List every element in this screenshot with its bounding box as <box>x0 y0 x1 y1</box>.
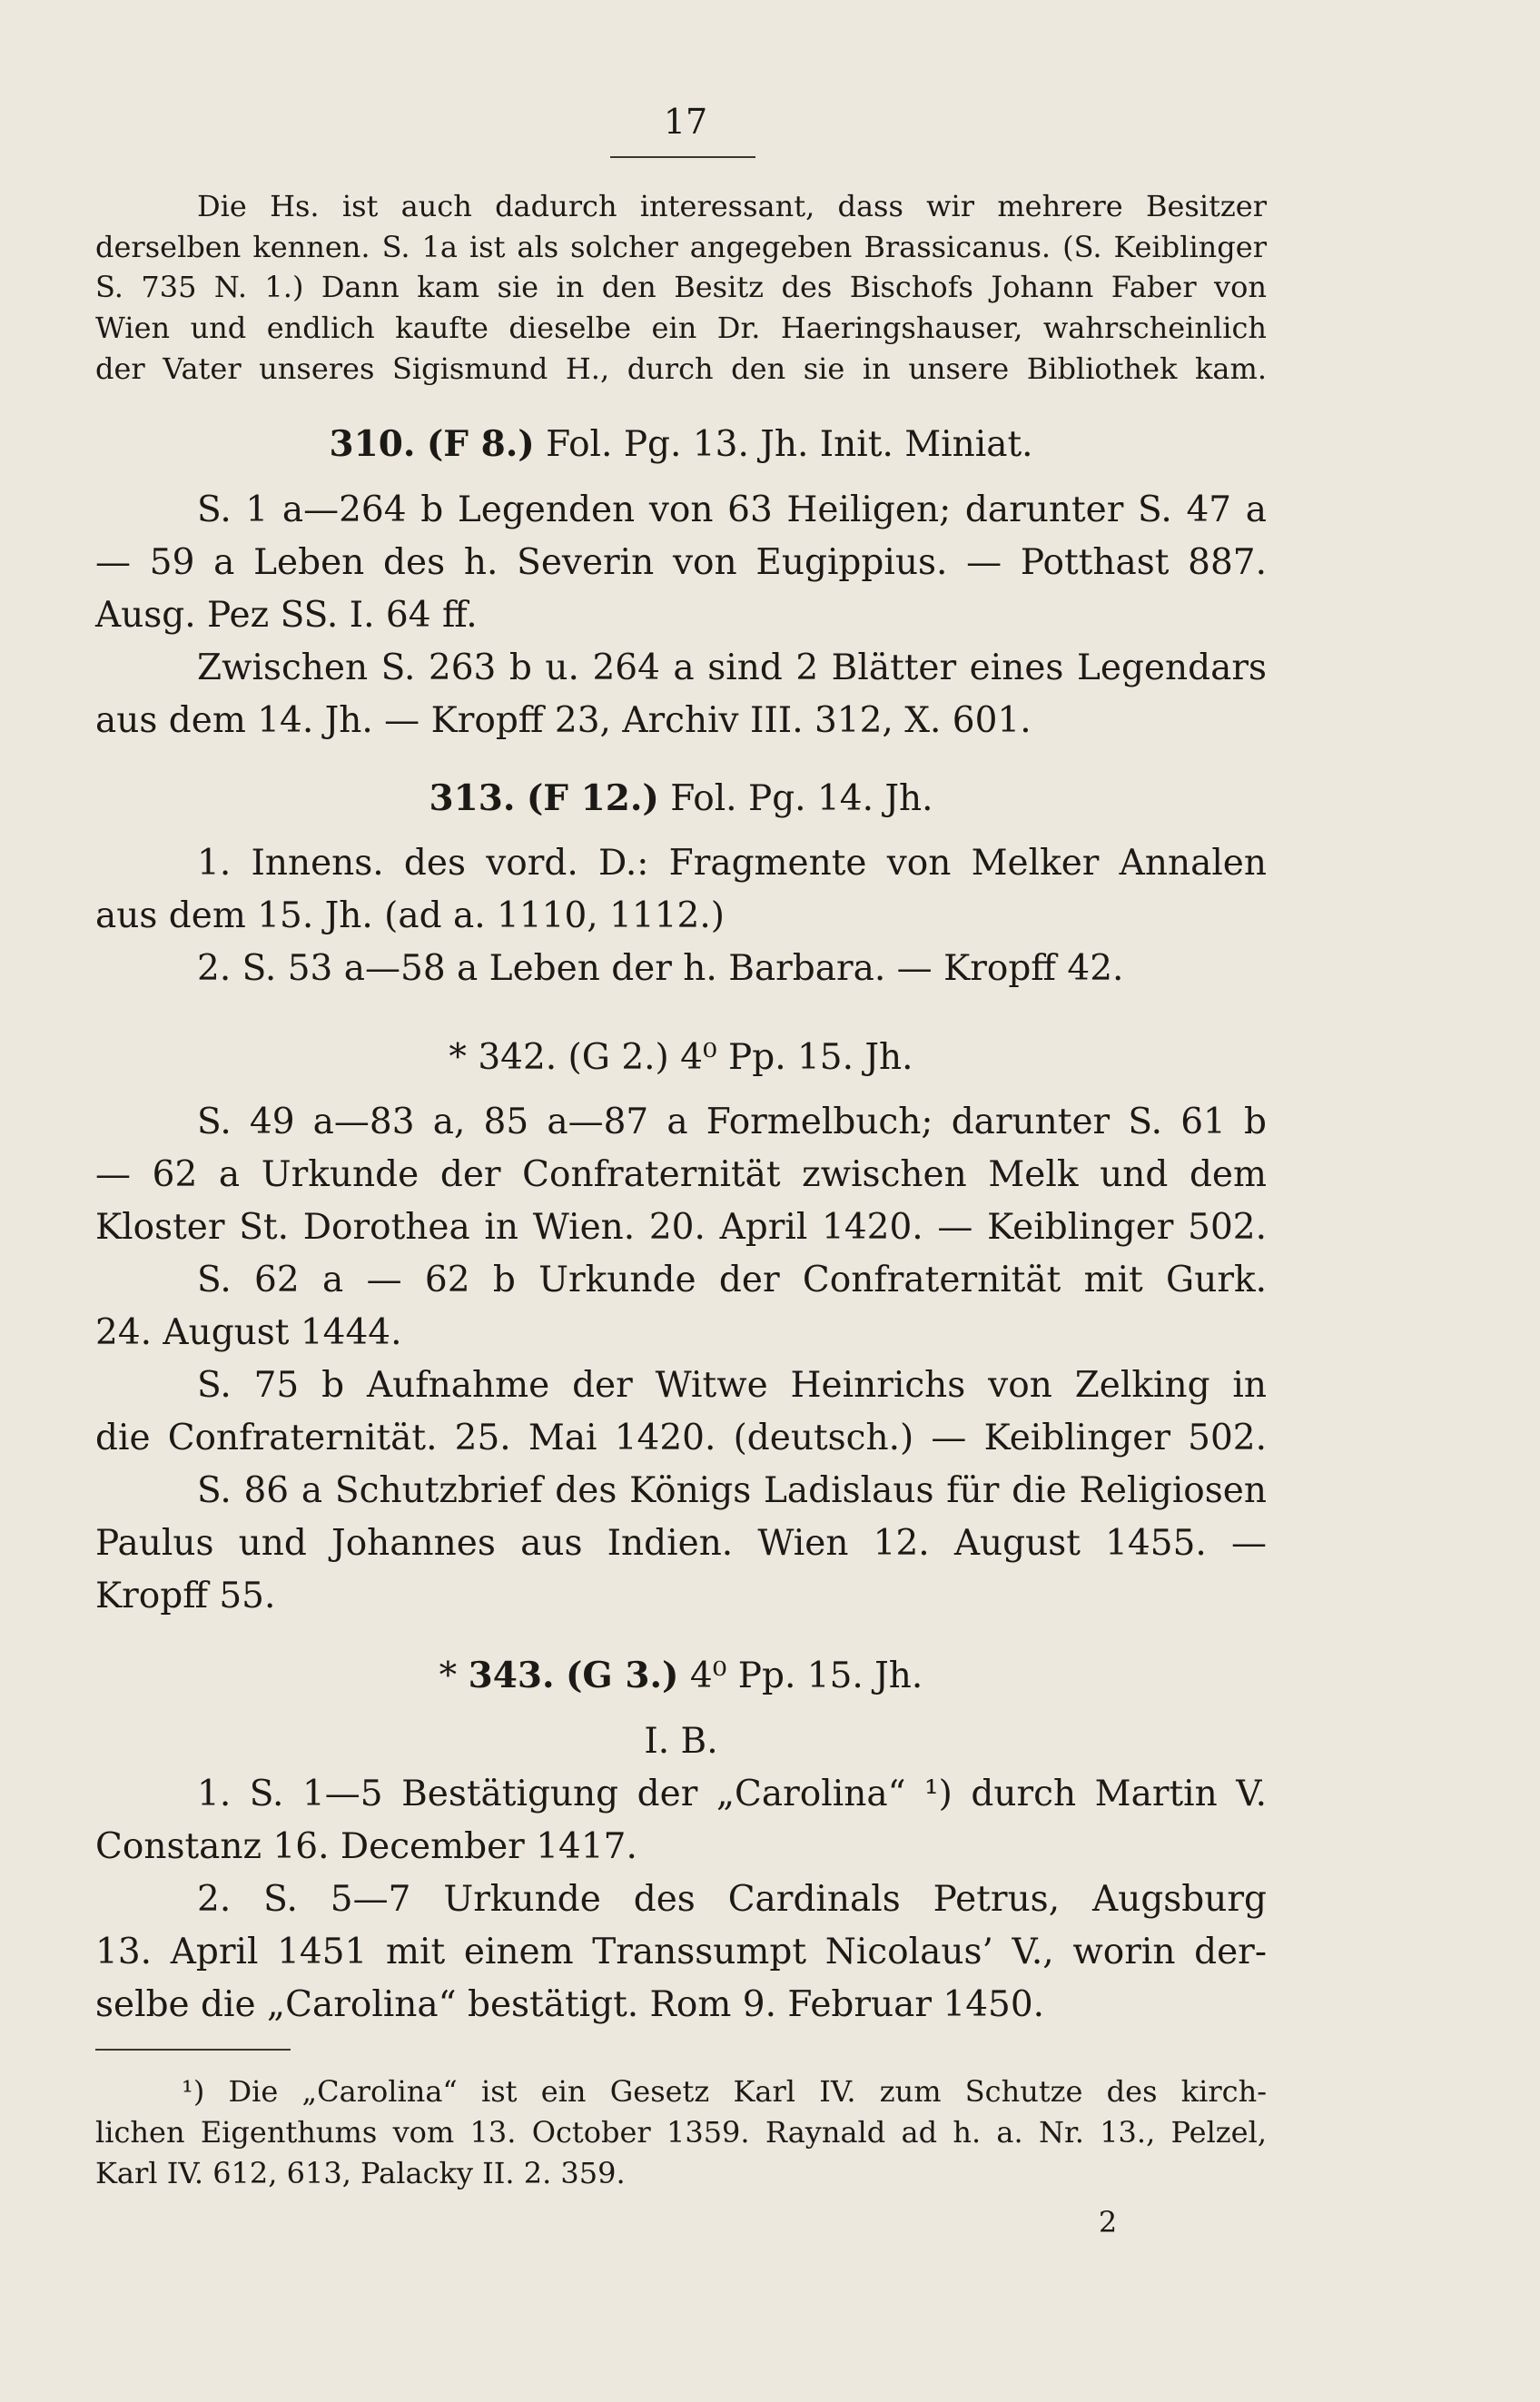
entry-342-line-2: — 62 a Urkunde der Confraternität zwischen Melk und dem <box>95 1154 1267 1195</box>
entry-310-shelfmark: (F 8.) <box>426 423 535 465</box>
entry-313-heading <box>95 777 1267 819</box>
intro-line-4: Wien und endlich kaufte dieselbe ein Dr. Haeringshauser, wahrscheinlich <box>95 311 1267 345</box>
entry-342-line-6: S. 75 b Aufnahme der Witwe Heinrichs von Zelking in <box>197 1365 1267 1406</box>
entry-343-line-4: 13. April 1451 mit einem Transsumpt Nicolaus’ V., worin der- <box>95 1932 1267 1972</box>
entry-310-line-5: aus dem 14. Jh. — Kropff 23, Archiv III. 312, X. 601. <box>95 700 1032 741</box>
intro-line-5: der Vater unseres Sigismund H., durch den sie in unsere Bibliothek kam. <box>95 351 1267 386</box>
entry-310-number: 310. <box>329 423 416 465</box>
entry-343-star: * <box>439 1656 458 1696</box>
intro-line-1: Die Hs. ist auch dadurch interessant, dass wir mehrere Besitzer <box>197 189 1267 223</box>
entry-310-line-1: S. 1 a—264 b Legenden von 63 Heiligen; darunter S. 47 a <box>197 489 1267 530</box>
entry-342-line-9: Paulus und Johannes aus Indien. Wien 12. August 1455. — <box>95 1523 1267 1564</box>
entry-313-description: Fol. Pg. 14. Jh. <box>670 778 933 819</box>
entry-313-number: 313. <box>429 777 516 819</box>
entry-342-line-5: 24. August 1444. <box>95 1312 402 1353</box>
entry-342-heading: * 342. (G 2.) 4⁰ Pp. 15. Jh. <box>449 1037 913 1078</box>
page-number: 17 <box>663 102 708 142</box>
entry-343-number: 343. <box>468 1655 555 1696</box>
page-number-rule <box>610 156 755 158</box>
entry-313-line-1: 1. Innens. des vord. D.: Fragmente von Melker Annalen <box>197 843 1267 884</box>
entry-343-heading <box>95 1655 1267 1696</box>
entry-310-line-3: Ausg. Pez SS. I. 64 ff. <box>95 595 478 636</box>
entry-313-line-3: 2. S. 53 a—58 a Leben der h. Barbara. — Kropff 42. <box>197 948 1124 989</box>
entry-343-line-5: selbe die „Carolina“ bestätigt. Rom 9. Februar 1450. <box>95 1984 1045 2025</box>
entry-313-shelfmark: (F 12.) <box>526 777 659 819</box>
footnote-rule <box>95 2049 291 2051</box>
footnote-line-1: ¹) Die „Carolina“ ist ein Gesetz Karl IV. zum Schutze des kirch- <box>182 2074 1267 2109</box>
intro-line-3: S. 735 N. 1.) Dann kam sie in den Besitz des Bischofs Johann Faber von <box>95 270 1267 304</box>
entry-343-line-3: 2. S. 5—7 Urkunde des Cardinals Petrus, Augsburg <box>197 1879 1267 1920</box>
entry-343-description: 4⁰ Pp. 15. Jh. <box>689 1656 923 1696</box>
entry-342-line-1: S. 49 a—83 a, 85 a—87 a Formelbuch; darunter S. 61 b <box>197 1102 1267 1142</box>
footnote-line-3: Karl IV. 612, 613, Palacky II. 2. 359. <box>95 2156 626 2190</box>
entry-343-section: I. B. <box>644 1721 718 1762</box>
entry-310-line-4: Zwischen S. 263 b u. 264 a sind 2 Blätter eines Legendars <box>197 647 1267 688</box>
entry-342-line-4: S. 62 a — 62 b Urkunde der Confraternität mit Gurk. <box>197 1260 1267 1300</box>
entry-342-line-8: S. 86 a Schutzbrief des Königs Ladislaus für die Religiosen <box>197 1470 1267 1511</box>
entry-342-line-7: die Confraternität. 25. Mai 1420. (deutsch.) — Keiblinger 502. <box>95 1418 1267 1458</box>
entry-342-line-10: Kropff 55. <box>95 1576 276 1616</box>
entry-310-heading <box>95 423 1267 465</box>
entry-313-line-2: aus dem 15. Jh. (ad a. 1110, 1112.) <box>95 895 725 936</box>
entry-343-line-2: Constanz 16. December 1417. <box>95 1826 637 1867</box>
entry-310-line-2: — 59 a Leben des h. Severin von Eugippius. — Potthast 887. <box>95 542 1267 583</box>
signature-mark: 2 <box>1098 2205 1118 2239</box>
entry-342-line-3: Kloster St. Dorothea in Wien. 20. April 1420. — Keiblinger 502. <box>95 1207 1267 1248</box>
entry-343-shelfmark: (G 3.) <box>565 1655 679 1696</box>
footnote-line-2: lichen Eigenthums vom 13. October 1359. Raynald ad h. a. Nr. 13., Pelzel, <box>95 2115 1267 2150</box>
entry-343-line-1: 1. S. 1—5 Bestätigung der „Carolina“ ¹) durch Martin V. <box>197 1774 1267 1814</box>
intro-line-2: derselben kennen. S. 1a ist als solcher angegeben Brassicanus. (S. Keiblinger <box>95 230 1267 264</box>
entry-310-description: Fol. Pg. 13. Jh. Init. Miniat. <box>546 424 1033 465</box>
